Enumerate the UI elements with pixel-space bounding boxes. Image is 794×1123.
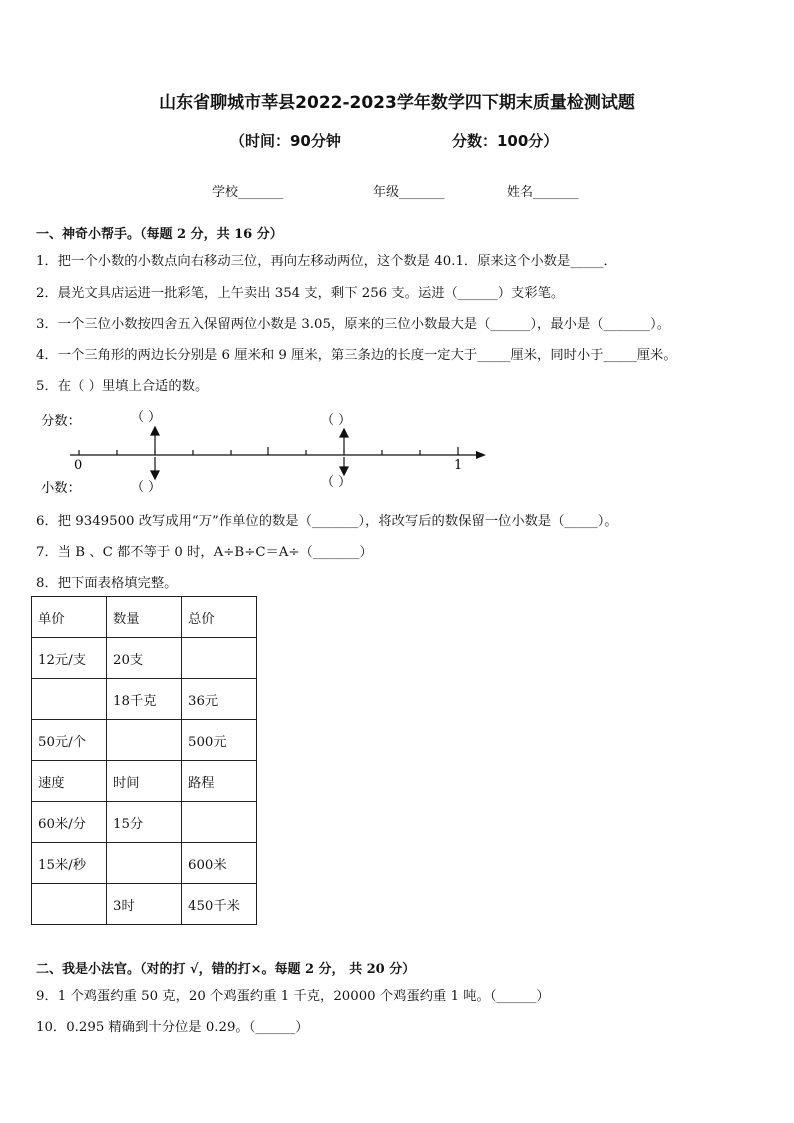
question-3: 3．一个三位小数按四舍五入保留两位小数是 3.05，原来的三位小数最大是（______），最小是（_______）。 bbox=[36, 317, 670, 332]
blank-decimal-left: （ ） bbox=[131, 480, 162, 495]
table-cell: 15分 bbox=[107, 802, 182, 843]
arrow-up-icon bbox=[151, 427, 159, 435]
question-9: 9．1 个鸡蛋约重 50 克，20 个鸡蛋约重 1 千克，20000 个鸡蛋约重 1 吨。（______） bbox=[36, 989, 550, 1004]
section-1-heading: 一、神奇小帮手。（每题 2 分，共 16 分） bbox=[36, 227, 283, 242]
table-cell: 20支 bbox=[107, 638, 182, 679]
one-label: 1 bbox=[454, 458, 463, 473]
arrow-up-icon bbox=[340, 429, 348, 437]
question-8: 8．把下面表格填完整。 bbox=[36, 576, 178, 591]
table-row bbox=[32, 597, 257, 638]
table-cell[interactable] bbox=[107, 720, 182, 761]
table-cell: 路程 bbox=[182, 761, 257, 802]
fraction-label: 分数： bbox=[41, 414, 81, 429]
axis-arrow-icon bbox=[476, 451, 486, 459]
table-cell: 数量 bbox=[107, 597, 182, 638]
table-row bbox=[32, 884, 257, 925]
decimal-label: 小数： bbox=[41, 481, 81, 496]
exam-score: 分数：100分） bbox=[452, 132, 559, 150]
question-5: 5．在（ ）里填上合适的数。 bbox=[36, 379, 209, 394]
arrow-down-icon bbox=[340, 467, 348, 475]
question-10: 10．0.295 精确到十分位是 0.29。（______） bbox=[36, 1020, 309, 1035]
table-row bbox=[32, 638, 257, 679]
table-cell: 15米/秒 bbox=[32, 843, 107, 884]
arrow-down-icon bbox=[151, 471, 159, 479]
question-6: 6．把 9349500 改写成用“万”作单位的数是（_______），将改写后的数保留一位小数是（_____）。 bbox=[36, 514, 618, 529]
blank-fraction-right: （ ） bbox=[321, 413, 352, 428]
question-1: 1．把一个小数的小数点向右移动三位，再向左移动两位，这个数是 40.1．原来这个小数是_____． bbox=[36, 254, 617, 269]
zero-label: 0 bbox=[74, 458, 83, 473]
exam-time: （时间：90分钟 bbox=[230, 132, 341, 150]
fill-in-table bbox=[31, 596, 257, 925]
table-row bbox=[32, 720, 257, 761]
table-cell: 18千克 bbox=[107, 679, 182, 720]
page-title: 山东省聊城市莘县2022-2023学年数学四下期末质量检测试题 bbox=[159, 93, 635, 113]
table-cell: 12元/支 bbox=[32, 638, 107, 679]
table-cell: 时间 bbox=[107, 761, 182, 802]
table-cell: 3时 bbox=[107, 884, 182, 925]
table-cell: 单价 bbox=[32, 597, 107, 638]
school-field[interactable]: 学校_______ bbox=[212, 185, 284, 200]
table-cell: 总价 bbox=[182, 597, 257, 638]
table-cell[interactable] bbox=[32, 679, 107, 720]
table-cell: 50元/个 bbox=[32, 720, 107, 761]
blank-fraction-left: （ ） bbox=[131, 410, 162, 425]
table-cell: 500元 bbox=[182, 720, 257, 761]
question-7: 7．当 B 、C 都不等于 0 时，A÷B÷C＝A÷（_______） bbox=[36, 545, 373, 560]
table-cell[interactable] bbox=[107, 843, 182, 884]
name-field[interactable]: 姓名_______ bbox=[507, 185, 579, 200]
grade-field[interactable]: 年级_______ bbox=[373, 185, 445, 200]
table-cell: 600米 bbox=[182, 843, 257, 884]
table-row bbox=[32, 761, 257, 802]
table-row bbox=[32, 679, 257, 720]
table-cell[interactable] bbox=[32, 884, 107, 925]
question-2: 2．晨光文具店运进一批彩笔，上午卖出 354 支，剩下 256 支。运进（______）支彩笔。 bbox=[36, 286, 565, 301]
question-4: 4．一个三角形的两边长分别是 6 厘米和 9 厘米，第三条边的长度一定大于_____厘米，同时小于_____厘米。 bbox=[36, 348, 677, 363]
section-2-heading: 二、我是小法官。（对的打 √，错的打×。每题 2 分， 共 20 分） bbox=[36, 962, 416, 977]
table-cell[interactable] bbox=[182, 638, 257, 679]
number-line-ticks bbox=[79, 447, 458, 455]
table-cell[interactable] bbox=[182, 802, 257, 843]
number-line-figure bbox=[0, 400, 794, 500]
table-cell: 60米/分 bbox=[32, 802, 107, 843]
table-cell: 450千米 bbox=[182, 884, 257, 925]
table-row bbox=[32, 802, 257, 843]
table-cell: 36元 bbox=[182, 679, 257, 720]
table-row bbox=[32, 843, 257, 884]
table-cell: 速度 bbox=[32, 761, 107, 802]
blank-decimal-right: （ ） bbox=[321, 475, 352, 490]
